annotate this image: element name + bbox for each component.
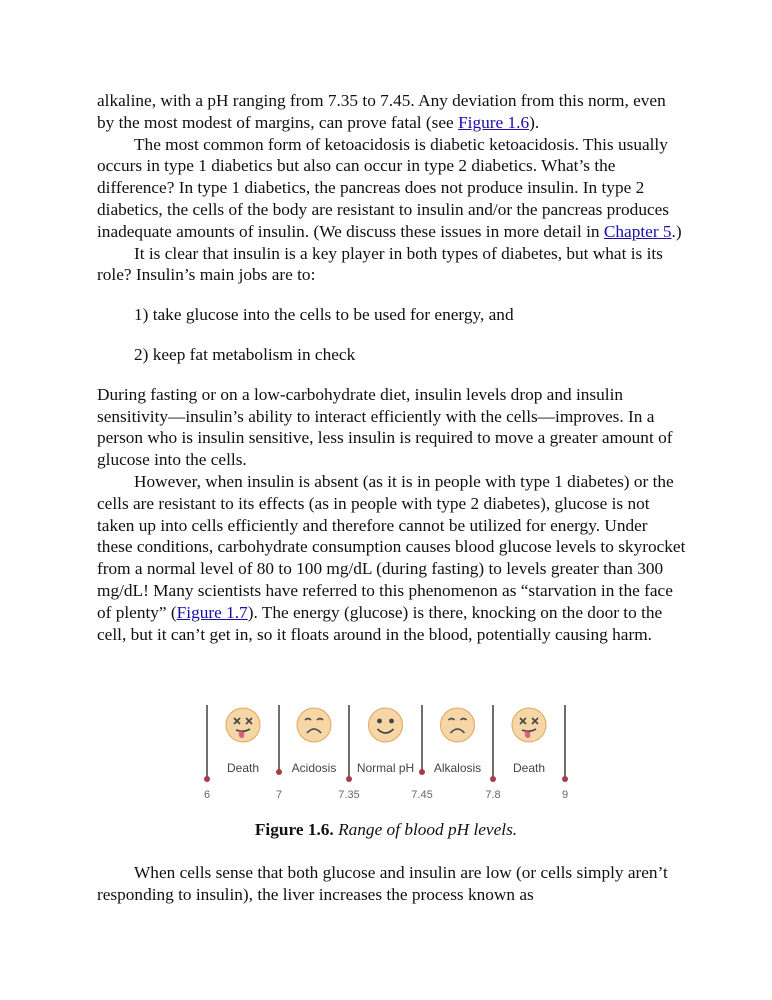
list-item-2: 2) keep fat metabolism in check <box>134 344 356 364</box>
ph-zone-label: Death <box>226 761 260 775</box>
ph-tick-label: 7.35 <box>338 789 360 801</box>
ph-tick-label: 7.8 <box>485 789 501 801</box>
ph-divider-dot <box>419 769 425 775</box>
ph-range-figure <box>190 700 582 810</box>
ph-tick-label: 7 <box>275 789 283 801</box>
dead-face-icon <box>226 708 260 742</box>
ph-zone-label: Alkalosis <box>433 761 482 775</box>
dead-face-icon <box>512 708 546 742</box>
caption-label: Figure 1.6. <box>254 820 334 839</box>
body-text <box>97 90 687 645</box>
ph-range-diagram <box>190 700 582 810</box>
paragraph-2: The most common form of ketoacidosis is diabetic ketoacidosis. This usually occurs in type 1 diabetics but also can occur in type 2 diabetics. What’s the difference? In type 1 diabetics, the pancreas does not produce insulin. In type 2 diabetics, the cells of the body are resistant to insulin and/or the pancreas produces inadequate amounts of insulin. (We discuss these issues in more detail in Chapter 5.) <box>97 134 682 241</box>
paragraph-6: When cells sense that both glucose and insulin are low (or cells simply aren’t responding to insulin), the liver increases the process known as <box>97 863 668 904</box>
sad-face-icon <box>297 708 331 742</box>
chapter-5-link[interactable]: Chapter 5 <box>603 221 672 241</box>
ph-tick-label: 7.45 <box>411 789 433 801</box>
ph-divider-dot <box>276 769 282 775</box>
ph-divider-dot <box>490 776 496 782</box>
paragraph-4: During fasting or on a low-carbohydrate diet, insulin levels drop and insulin sensitivity—insulin’s ability to interact efficiently with the cells—improves. In a person who is insulin sensitive, less insulin is required to move a greater amount of glucose into the cells. <box>97 384 673 470</box>
ph-tick-label: 9 <box>561 789 569 801</box>
ph-divider-dot <box>346 776 352 782</box>
ph-zone-label: Acidosis <box>291 761 337 775</box>
figure-caption <box>0 820 772 840</box>
paragraph-5: However, when insulin is absent (as it is in people with type 1 diabetes) or the cells are resistant to its effects (as in people with type 2 diabetes), glucose is not taken up into cells efficiently and therefore cannot be utilized for energy. Under these conditions, carbohydrate consumption causes blood glucose levels to skyrocket from a normal level of 80 to 100 mg/dL (during fasting) to levels greater than 300 mg/dL! Many scientists have referred to this phenomenon as “starvation in the face of plenty” (Figure 1.7). The energy (glucose) is there, knocking on the door to the cell, but it can’t get in, so it floats around in the blood, potentially causing harm. <box>97 471 686 644</box>
body-text-continued <box>97 862 687 906</box>
figure-1-7-link[interactable]: Figure 1.7 <box>176 602 248 622</box>
happy-face-icon <box>369 708 403 742</box>
sad-face-icon <box>441 708 475 742</box>
ph-zone-label: Normal pH <box>356 761 415 775</box>
paragraph-3: It is clear that insulin is a key player in both types of diabetes, but what is its role? Insulin’s main jobs are to: <box>97 243 663 285</box>
caption-text: Range of blood pH levels. <box>338 820 518 839</box>
ph-zone-label: Death <box>512 761 546 775</box>
ph-divider-dot <box>562 776 568 782</box>
list-item-1: 1) take glucose into the cells to be used for energy, and <box>134 305 514 325</box>
paragraph-1: alkaline, with a pH ranging from 7.35 to 7.45. Any deviation from this norm, even by the most modest of margins, can prove fatal (see Figure 1.6). <box>97 91 666 132</box>
ph-divider-dot <box>204 776 210 782</box>
figure-1-6-link[interactable]: Figure 1.6 <box>458 112 530 132</box>
ph-tick-label: 6 <box>203 789 211 801</box>
